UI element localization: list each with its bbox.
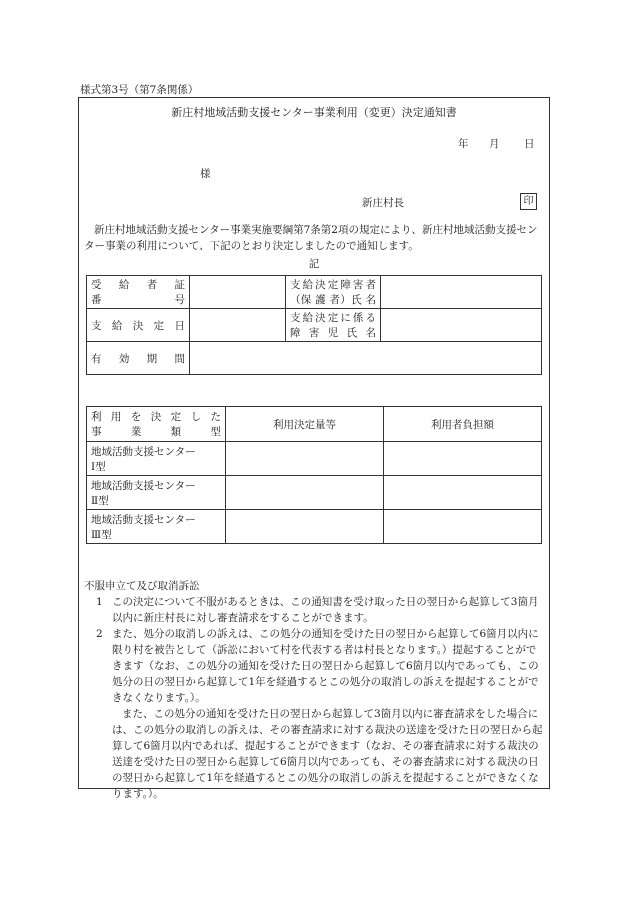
objection-item-2b-text: また、この処分の通知を受けた日の翌日から起算して3箇月以内に審査請求をした場合には、この処分の取消しの訴えは、その審査請求に対する裁決の送達を受けた日の翌日から起算して6箇月以内であれば、提起することができます（なお、その審査請求に対する裁決の送達を受けた日の翌日から起算して6箇月以内であっても、その審査請求に対する裁決の日の翌日から起算して1年を経過するとこの処分の取消しの訴えを提起することができなくなります。）。 bbox=[112, 708, 543, 800]
disabled-name-label-2: （保 護 者）氏 名 bbox=[290, 294, 376, 306]
disabled-name-label-1: 支給決定障害者 bbox=[290, 279, 376, 291]
child-name-label bbox=[286, 309, 381, 342]
service-type-name: 地域活動支援センター bbox=[91, 479, 196, 492]
date-day: 日 bbox=[524, 138, 535, 150]
recipient-number-label-2: 番 号 bbox=[91, 294, 185, 306]
burden-cell[interactable] bbox=[384, 510, 542, 544]
disabled-name-label bbox=[286, 276, 381, 309]
document-title: 新庄村地域活動支援センター事業利用（変更）決定通知書 bbox=[171, 106, 457, 119]
body-text: 新庄村地域活動支援センター事業実施要綱第7条第2項の規定により、新庄村地域活動支援センター事業の利用について、下記のとおり決定しましたので通知します。 bbox=[84, 224, 538, 252]
amount-cell[interactable] bbox=[226, 510, 384, 544]
disabled-name-value[interactable] bbox=[381, 276, 542, 309]
objection-item-2 bbox=[96, 626, 544, 706]
valid-period-value[interactable] bbox=[190, 342, 542, 375]
valid-period-label bbox=[87, 342, 190, 375]
amount-cell[interactable] bbox=[226, 476, 384, 510]
recipient-number-value[interactable] bbox=[190, 276, 286, 309]
service-type-table bbox=[86, 406, 542, 544]
objection-item-2b bbox=[96, 706, 544, 802]
burden-cell[interactable] bbox=[384, 476, 542, 510]
service-type-row bbox=[87, 510, 226, 544]
decision-date-text: 支 給 決 定 日 bbox=[91, 319, 185, 332]
issuer: 新庄村長 bbox=[362, 197, 404, 209]
recipient-number-label-1: 受 給 者 証 bbox=[91, 279, 185, 291]
objection-item-2-text: また、処分の取消しの訴えは、この処分の通知を受けた日の翌日から起算して6箇月以内に限り村を被告として（訴訟において村を代表する者は村長となります。）提起することができます（なお、この処分の通知を受けた日の翌日から起算して6箇月以内であっても、この処分の日の翌日から起算して1年を経過するとこの処分の取消しの訴えを提起することができなくなります。）。 bbox=[112, 628, 539, 704]
child-name-label-2: 障 害 児 氏 名 bbox=[290, 327, 376, 339]
date-month: 月 bbox=[489, 138, 500, 150]
amount-cell[interactable] bbox=[226, 442, 384, 476]
service-type-row bbox=[87, 476, 226, 510]
child-name-label-1: 支給決定に係る bbox=[290, 312, 376, 324]
decision-date-value[interactable] bbox=[190, 309, 286, 342]
service-type-name: 地域活動支援センター bbox=[91, 445, 196, 458]
service-type-grade: Ⅰ型 bbox=[91, 460, 106, 473]
service-type-name: 地域活動支援センター bbox=[91, 513, 196, 526]
child-name-value[interactable] bbox=[381, 309, 542, 342]
burden-cell[interactable] bbox=[384, 442, 542, 476]
amount-header: 利用決定量等 bbox=[226, 407, 384, 442]
valid-period-text: 有 効 期 間 bbox=[91, 352, 185, 365]
objection-item-1-text: この決定について不服があるときは、この通知書を受け取った日の翌日から起算して3箇月以内に新庄村長に対し審査請求をすることができます。 bbox=[112, 596, 539, 624]
objection-item-1 bbox=[96, 594, 544, 626]
service-type-grade: Ⅲ型 bbox=[91, 528, 112, 541]
ki-heading: 記 bbox=[308, 258, 320, 270]
burden-header: 利用者負担額 bbox=[384, 407, 542, 442]
recipient-number-label bbox=[87, 276, 190, 309]
seal-mark: 印 bbox=[520, 193, 537, 210]
objection-item-2-number: 2 bbox=[96, 628, 103, 640]
service-type-header-2: 事 業 類 型 bbox=[91, 426, 221, 438]
decision-date-label bbox=[87, 309, 190, 342]
form-number: 様式第3号（第7条関係） bbox=[80, 84, 199, 96]
service-type-row bbox=[87, 442, 226, 476]
date-year: 年 bbox=[458, 138, 469, 150]
service-type-header-1: 利 用 を 決 定 し た bbox=[91, 411, 221, 423]
objection-heading: 不服申立て及び取消訴訟 bbox=[84, 580, 200, 592]
objection-item-1-number: 1 bbox=[96, 596, 103, 608]
service-type-header bbox=[87, 407, 226, 442]
recipient-table bbox=[86, 275, 542, 375]
service-type-grade: Ⅱ型 bbox=[91, 494, 109, 507]
addressee-suffix: 様 bbox=[200, 168, 211, 180]
